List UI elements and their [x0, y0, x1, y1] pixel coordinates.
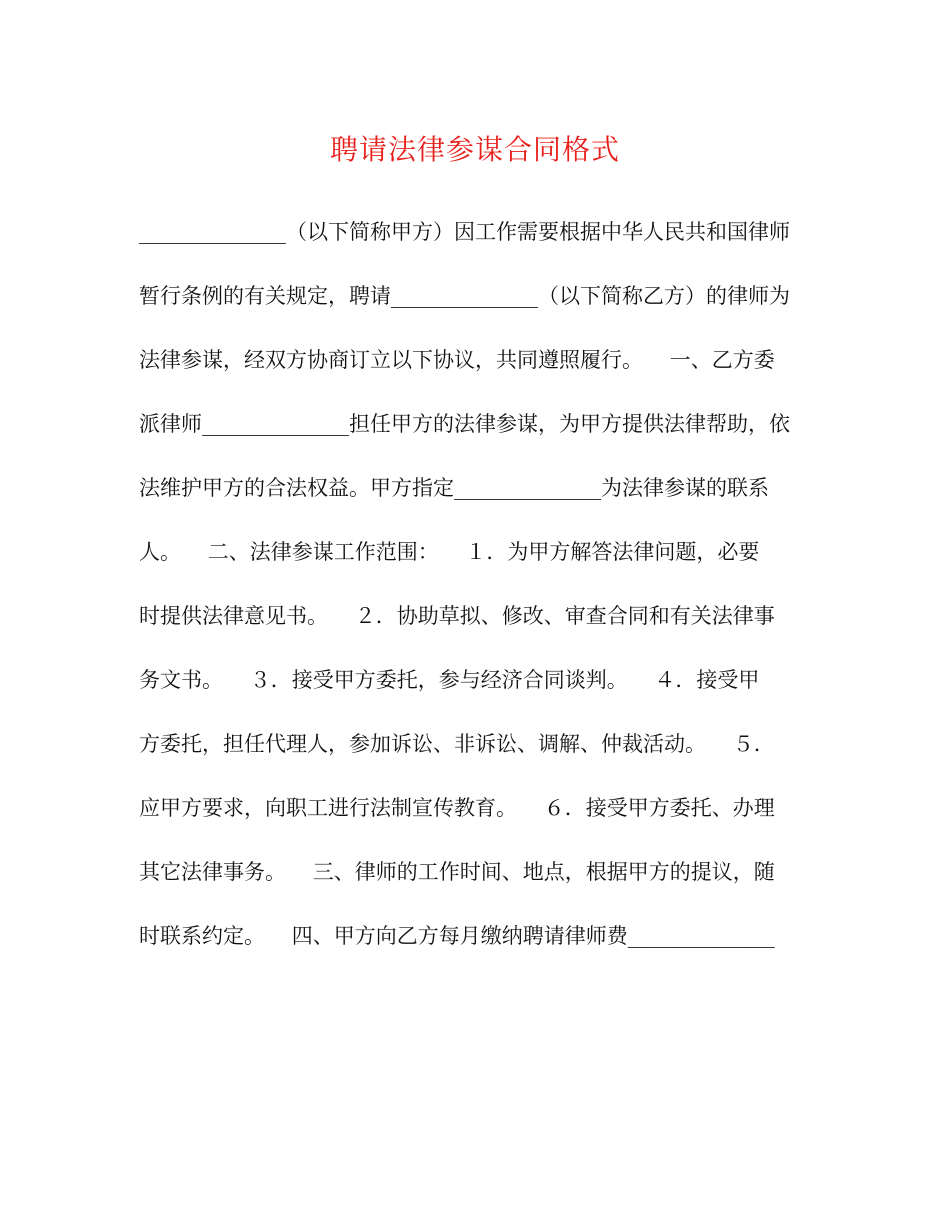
- body-line: 时联系约定。 四、甲方向乙方每月缴纳聘请律师费______________: [139, 924, 775, 948]
- document-title: 聘请法律参谋合同格式: [329, 133, 620, 166]
- body-line: 法律参谋，经双方协商订立以下协议，共同遵照履行。 一、乙方委: [139, 348, 775, 372]
- body-line: 务文书。 ３．接受甲方委托，参与经济合同谈判。 ４．接受甲: [139, 668, 760, 692]
- body-line: 人。 二、法律参谋工作范围： １．为甲方解答法律问题，必要: [139, 540, 760, 564]
- body-line: 时提供法律意见书。 ２．协助草拟、修改、审查合同和有关法律事: [139, 604, 775, 628]
- body-line: 暂行条例的有关规定，聘请______________（以下简称乙方）的律师为: [139, 284, 790, 308]
- body-line: 应甲方要求，向职工进行法制宣传教育。 ６．接受甲方委托、办理: [139, 796, 775, 820]
- body-line: 其它法律事务。 三、律师的工作时间、地点，根据甲方的提议，随: [139, 860, 775, 884]
- body-line: ______________（以下简称甲方）因工作需要根据中华人民共和国律师: [139, 220, 790, 244]
- body-line: 方委托，担任代理人，参加诉讼、非诉讼、调解、仲裁活动。 ５．: [139, 732, 775, 756]
- body-line: 派律师______________担任甲方的法律参谋，为甲方提供法律帮助，依: [139, 412, 790, 436]
- body-line: 法维护甲方的合法权益。甲方指定______________为法律参谋的联系: [139, 476, 769, 500]
- document-body: [139, 212, 819, 980]
